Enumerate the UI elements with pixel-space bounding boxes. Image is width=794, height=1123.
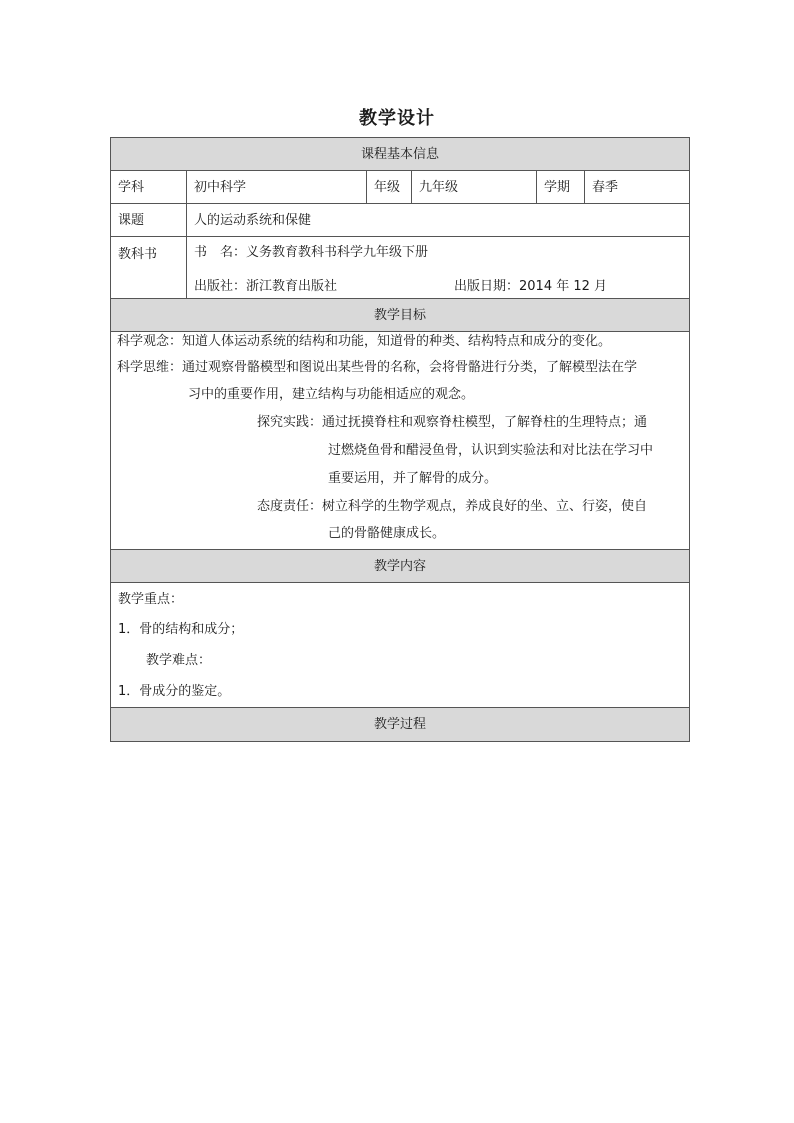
textbook-row	[111, 237, 689, 299]
subject-value: 初中科学	[187, 171, 367, 203]
textbook-info	[187, 237, 689, 298]
term-value: 春季	[592, 180, 619, 195]
objective-concept: 科学观念：知道人体运动系统的结构和功能，知道骨的种类、结构特点和成分的变化。	[117, 334, 612, 349]
document-title: 教学设计	[359, 108, 435, 129]
section-header-process: 教学过程	[111, 708, 689, 741]
book-name: 书 名：义务教育教科书科学九年级下册	[194, 245, 429, 260]
objective-attitude-line-1: 态度责任：树立科学的生物学观点，养成良好的坐、立、行姿，使自	[257, 499, 648, 514]
objectives-body	[111, 332, 689, 550]
grade-label: 年级	[367, 171, 412, 203]
objective-practice-line-3: 重要运用，并了解骨的成分。	[328, 471, 498, 486]
subject-row	[111, 171, 689, 204]
publish-date: 出版日期：2014 年 12 月	[454, 279, 608, 294]
difficult-point-1: 1．骨成分的鉴定。	[118, 684, 231, 699]
textbook-label: 教科书	[111, 237, 187, 298]
objective-thinking-line-1: 科学思维：通过观察骨骼模型和图说出某些骨的名称，会将骨骼进行分类，了解模型法在学	[117, 360, 638, 375]
publisher-line	[194, 271, 682, 302]
objective-attitude-line-2: 己的骨骼健康成长。	[328, 526, 446, 541]
content-body	[111, 583, 689, 708]
topic-row	[111, 204, 689, 237]
objective-thinking-line-2: 习中的重要作用，建立结构与功能相适应的观念。	[188, 387, 475, 402]
key-point-1: 1．骨的结构和成分；	[118, 622, 244, 637]
objective-practice-line-1: 探究实践：通过抚摸脊柱和观察脊柱模型，了解脊柱的生理特点；通	[257, 415, 648, 430]
section-header-objectives: 教学目标	[111, 299, 689, 332]
objective-practice-line-2: 过燃烧鱼骨和醋浸鱼骨，认识到实验法和对比法在学习中	[328, 443, 654, 458]
lesson-plan-table	[110, 137, 690, 742]
difficult-points-label: 教学难点：	[146, 653, 212, 668]
section-header-content: 教学内容	[111, 550, 689, 583]
grade-value: 九年级	[412, 171, 537, 203]
section-header-basic-info: 课程基本信息	[111, 138, 689, 171]
publisher: 出版社：浙江教育出版社	[194, 279, 338, 294]
key-points-label: 教学重点：	[118, 592, 184, 607]
term-label: 学期	[537, 171, 585, 203]
subject-label: 学科	[111, 171, 187, 203]
topic-label: 课题	[111, 204, 187, 236]
topic-value: 人的运动系统和保健	[194, 213, 312, 228]
